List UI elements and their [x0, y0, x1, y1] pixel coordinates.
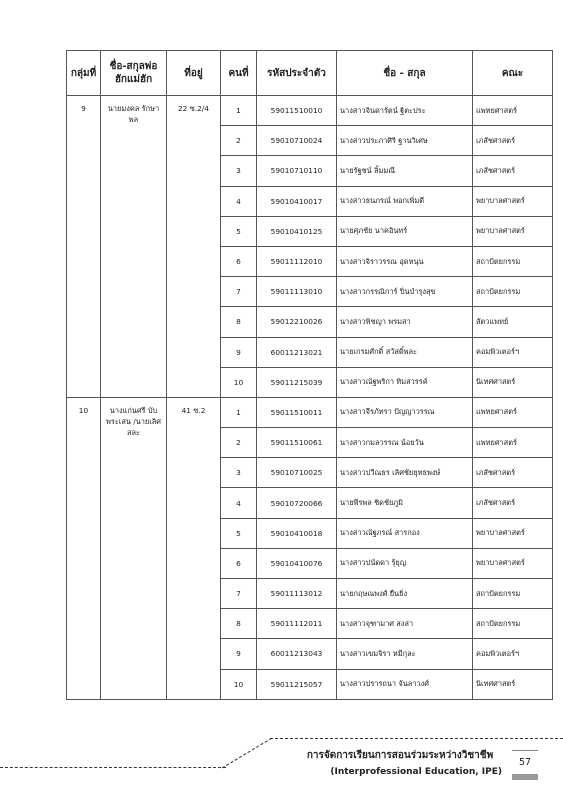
group-cell: 10 — [67, 397, 101, 699]
footer-subtitle: (Interprofessional Education, IPE) — [330, 767, 502, 777]
faculty-cell: แพทยศาสตร์ — [473, 96, 553, 126]
student-name-cell: นางสาวเขมจิรา หมีกุละ — [337, 639, 473, 669]
student-id-cell: 59011112011 — [257, 609, 337, 639]
faculty-cell: คอมพิวเตอร์ฯ — [473, 337, 553, 367]
student-name-cell: นางสาวกมลวรรณ น้อยวัน — [337, 428, 473, 458]
group-cell: 9 — [67, 96, 101, 398]
person-no-cell: 9 — [221, 337, 257, 367]
address-cell: 41 ซ.2 — [167, 397, 221, 699]
header-parent: ชื่อ-สกุลพ่อฮักแม่ฮัก — [101, 51, 167, 96]
faculty-cell: นิเทศศาสตร์ — [473, 367, 553, 397]
faculty-cell: พยาบาลศาสตร์ — [473, 548, 553, 578]
student-id-cell: 59010410018 — [257, 518, 337, 548]
person-no-cell: 9 — [221, 639, 257, 669]
person-no-cell: 6 — [221, 548, 257, 578]
faculty-cell: นิเทศศาสตร์ — [473, 669, 553, 699]
student-name-cell: นางสาวปรารถนา จันลาวงศ์ — [337, 669, 473, 699]
student-id-cell: 59011113010 — [257, 277, 337, 307]
student-name-cell: นางสาวปนัดดา รุ้ยุญ — [337, 548, 473, 578]
student-name-cell: นายพีรพล ชิดชัยภูมิ — [337, 488, 473, 518]
person-no-cell: 5 — [221, 216, 257, 246]
person-no-cell: 8 — [221, 307, 257, 337]
student-name-cell: นางสาวณัฐภรณ์ สารกอง — [337, 518, 473, 548]
person-no-cell: 4 — [221, 186, 257, 216]
faculty-cell: สถาปัตยกรรม — [473, 609, 553, 639]
person-no-cell: 5 — [221, 518, 257, 548]
faculty-cell: พยาบาลศาสตร์ — [473, 216, 553, 246]
person-no-cell: 1 — [221, 397, 257, 427]
student-name-cell: นางสาวจุฑามาศ สงล่า — [337, 609, 473, 639]
parent-cell: นายมงคล รักษาพล — [101, 96, 167, 398]
student-name-cell: นางสาวปวีณธร เลิศชัยยุทธพงษ์ — [337, 458, 473, 488]
student-id-cell: 60011213021 — [257, 337, 337, 367]
address-cell: 22 ซ.2/4 — [167, 96, 221, 398]
table-row — [67, 96, 553, 126]
person-no-cell: 7 — [221, 277, 257, 307]
parent-cell: นางแก่นศรี บับพระเสน /นายเลิศ สละ — [101, 397, 167, 699]
faculty-cell: แพทยศาสตร์ — [473, 428, 553, 458]
header-address: ที่อยู่ — [167, 51, 221, 96]
faculty-cell: สถาปัตยกรรม — [473, 579, 553, 609]
student-name-cell: นางสาวประภาศิริ ฐานวิเศษ — [337, 126, 473, 156]
student-id-cell: 59010410017 — [257, 186, 337, 216]
student-name-cell: นางสาวจีรภัทรา ปัญญาวรรณ — [337, 397, 473, 427]
student-name-cell: นางสาวพิชญา พรมสา — [337, 307, 473, 337]
faculty-cell: สถาปัตยกรรม — [473, 246, 553, 276]
person-no-cell: 3 — [221, 458, 257, 488]
student-id-cell: 59011510061 — [257, 428, 337, 458]
faculty-cell: เภสัชศาสตร์ — [473, 458, 553, 488]
footer-divider-diagonal — [220, 737, 280, 769]
student-id-cell: 59011112010 — [257, 246, 337, 276]
student-id-cell: 59010710024 — [257, 126, 337, 156]
faculty-cell: สถาปัตยกรรม — [473, 277, 553, 307]
footer-divider-left — [0, 767, 226, 768]
header-person-no: คนที่ — [221, 51, 257, 96]
student-id-cell: 59011510010 — [257, 96, 337, 126]
student-id-cell: 59010410076 — [257, 548, 337, 578]
faculty-cell: เภสัชศาสตร์ — [473, 488, 553, 518]
footer-title: การจัดการเรียนการสอนร่วมระหว่างวิชาชีพ — [306, 750, 494, 761]
faculty-cell: คอมพิวเตอร์ฯ — [473, 639, 553, 669]
faculty-cell: แพทยศาสตร์ — [473, 397, 553, 427]
student-id-cell: 59011510011 — [257, 397, 337, 427]
faculty-cell: พยาบาลศาสตร์ — [473, 518, 553, 548]
student-id-cell: 59010720066 — [257, 488, 337, 518]
student-name-cell: นายกฤษณพงศ์ ยืนยิ่ง — [337, 579, 473, 609]
table-body — [67, 96, 553, 700]
student-name-cell: นางสาวกรรณิการ์ ปิ่นบำรุงสุข — [337, 277, 473, 307]
person-no-cell: 7 — [221, 579, 257, 609]
faculty-cell: สัตวแพทย์ — [473, 307, 553, 337]
student-name-cell: นางสาวณัฐพริกา ทิมสวรรค์ — [337, 367, 473, 397]
student-name-cell: นายศุภชัย นาคอินทร์ — [337, 216, 473, 246]
header-name: ชื่อ - สกุล — [337, 51, 473, 96]
person-no-cell: 2 — [221, 126, 257, 156]
page-number: 57 — [518, 757, 532, 768]
student-name-cell: นายเกรมศักดิ์ สวัสดิ์พละ — [337, 337, 473, 367]
header-student-id: รหัสประจำตัว — [257, 51, 337, 96]
student-name-cell: นายรัฐชน์ ลิ้มมณี — [337, 156, 473, 186]
person-no-cell: 4 — [221, 488, 257, 518]
header-group: กลุ่มที่ — [67, 51, 101, 96]
person-no-cell: 10 — [221, 367, 257, 397]
faculty-cell: เภสัชศาสตร์ — [473, 126, 553, 156]
faculty-cell: เภสัชศาสตร์ — [473, 156, 553, 186]
student-id-cell: 59010410125 — [257, 216, 337, 246]
page-number-bar — [512, 774, 538, 780]
student-id-cell: 60011213043 — [257, 639, 337, 669]
student-name-cell: นางสาวจินดารัตน์ ฐิตะประ — [337, 96, 473, 126]
person-no-cell: 8 — [221, 609, 257, 639]
student-id-cell: 59010710110 — [257, 156, 337, 186]
student-name-cell: นางสาวจิราวรรณ อุดหนุน — [337, 246, 473, 276]
student-id-cell: 59011113012 — [257, 579, 337, 609]
page-number-rule — [512, 750, 538, 751]
footer-divider-top — [270, 738, 563, 739]
person-no-cell: 2 — [221, 428, 257, 458]
table-header-row — [67, 51, 553, 96]
student-name-cell: นางสาวธนภรณ์ พอกเพิ่มดี — [337, 186, 473, 216]
person-no-cell: 3 — [221, 156, 257, 186]
student-id-cell: 59011215039 — [257, 367, 337, 397]
group-roster-table — [66, 50, 553, 700]
person-no-cell: 6 — [221, 246, 257, 276]
person-no-cell: 10 — [221, 669, 257, 699]
student-id-cell: 59012210026 — [257, 307, 337, 337]
table-row — [67, 397, 553, 427]
student-id-cell: 59011215057 — [257, 669, 337, 699]
student-id-cell: 59010710025 — [257, 458, 337, 488]
header-faculty: คณะ — [473, 51, 553, 96]
faculty-cell: พยาบาลศาสตร์ — [473, 186, 553, 216]
person-no-cell: 1 — [221, 96, 257, 126]
